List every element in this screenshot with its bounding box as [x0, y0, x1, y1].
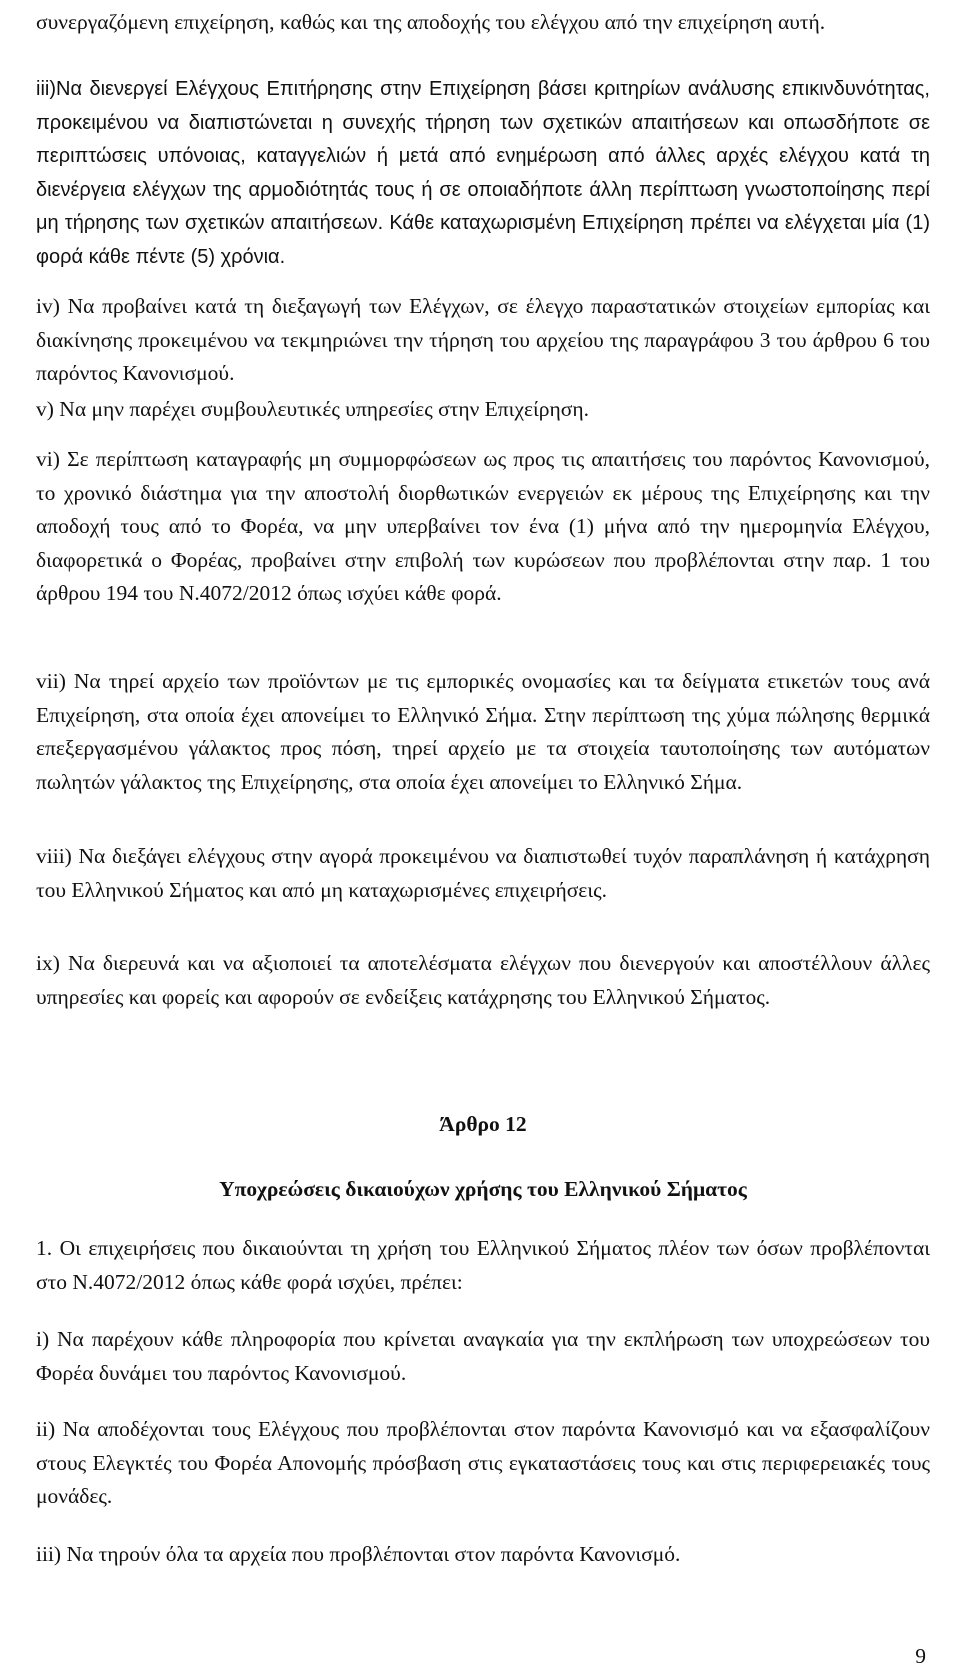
article-paragraph-i: i) Να παρέχουν κάθε πληροφορία που κρίνεται αναγκαία για την εκπλήρωση των υποχρεώσεων του Φορέα δυνάμει του παρόντος Κανονισμού. — [36, 1327, 930, 1385]
list-item-body: Να διενεργεί Ελέγχους Επιτήρησης στην Επιχείρηση βάσει κριτηρίων ανάλυσης επικινδυνότητας, προκειμένου να διαπιστώνεται η συνεχής τήρηση των σχετικών απαιτήσεων και οπωσδήποτε σε περιπτώσεις υπόνοιας, καταγγελιών ή μετά από ενημέρωση από άλλες αρχές ελέγχου κατά τη διενέργεια ελέγχων της αρμοδιότητάς τους ή σε οποιαδήποτε άλλη περίπτωση γνωστοποίησης περί μη τήρησης των σχετικών απαιτήσεων. Κάθε καταχωρισμένη Επιχείρηση πρέπει να ελέγχεται μία (1) φορά κάθε πέντε (5) χρόνια. — [36, 78, 930, 268]
list-item-text — [36, 665, 930, 799]
list-item-body: Να διερευνά και να αξιοποιεί τα αποτελέσματα ελέγχων που διενεργούν και αποστέλλουν άλλες υπηρεσίες και φορείς και αφορούν σε ενδείξεις κατάχρησης του Ελληνικού Σήματος. — [36, 951, 931, 1009]
article-title: Άρθρο 12 — [439, 1112, 527, 1136]
list-item-body: Σε περίπτωση καταγραφής μη συμμορφώσεων ως προς τις απαιτήσεις του παρόντος Κανονισμού, το χρονικό διάστημα για την αποστολή διορθωτικών ενεργειών εκ μέρους της Επιχείρησης και την αποδοχή τους από το Φορέα, να μην υπερβαίνει τον ένα (1) μήνα από την ημερομηνία Ελέγχου, διαφορετικά ο Φορέας, προβαίνει στην επιβολή των κυρώσεων που προβλέπονται στην παρ. 1 του άρθρου 194 του Ν.4072/2012 όπως ισχύει κάθε φορά. — [36, 447, 931, 605]
list-item-body: Να μην παρέχει συμβουλευτικές υπηρεσίες στην Επιχείρηση. — [59, 397, 589, 421]
article-paragraph-ii: ii) Να αποδέχονται τους Ελέγχους που προβλέπονται στον παρόντα Κανονισμό και να εξασφαλίζουν στους Ελεγκτές του Φορέα Απονομής πρόσβαση στις εγκαταστάσεις τους και στις περιφερειακές τους μονάδες. — [36, 1417, 930, 1508]
list-item-v — [36, 393, 930, 427]
list-item-number: vi) — [36, 447, 60, 471]
list-item-text — [36, 840, 930, 907]
continuation-paragraph: συνεργαζόμενη επιχείρηση, καθώς και της αποδοχής του ελέγχου από την επιχείρηση αυτή. — [36, 10, 826, 34]
list-item-number: vii) — [36, 669, 66, 693]
article-paragraph-1: 1. Οι επιχειρήσεις που δικαιούνται τη χρήση του Ελληνικού Σήματος πλέον των όσων προβλέπονται στο Ν.4072/2012 όπως κάθε φορά ισχύει, πρέπει: — [36, 1236, 930, 1294]
list-item-ix — [36, 947, 930, 1014]
list-item-vii — [36, 665, 930, 799]
list-item-body: Να τηρεί αρχείο των προϊόντων με τις εμπορικές ονομασίες και τα δείγματα ετικετών τους ανά Επιχείρηση, στα οποία έχει απονείμει το Ελληνικό Σήμα. Στην περίπτωση της χύμα πώλησης θερμικά επεξεργασμένου γάλακτος προς πόση, τηρεί αρχείο με τα στοιχεία ταυτοποίησης των αυτόματων πωλητών γάλακτος της Επιχείρησης, στα οποία έχει απονείμει το Ελληνικό Σήμα. — [36, 669, 931, 794]
list-item-body: Να προβαίνει κατά τη διεξαγωγή των Ελέγχων, σε έλεγχο παραστατικών στοιχείων εμπορίας και διακίνησης προκειμένου να τεκμηριώνει την τήρηση του αρχείου της παραγράφου 3 του άρθρου 6 του παρόντος Κανονισμού. — [36, 294, 930, 385]
page-number: 9 — [915, 1644, 926, 1668]
article-subtitle: Υποχρεώσεις δικαιούχων χρήσης του Ελληνικού Σήματος — [219, 1177, 747, 1201]
list-item-iii — [36, 73, 930, 274]
list-item-body: Να διεξάγει ελέγχους στην αγορά προκειμένου να διαπιστωθεί τυχόν παραπλάνηση ή κατάχρηση του Ελληνικού Σήματος και από μη καταχωρισμένες επιχειρήσεις. — [36, 844, 931, 902]
article-paragraph-iii: iii) Να τηρούν όλα τα αρχεία που προβλέπονται στον παρόντα Κανονισμό. — [36, 1542, 681, 1566]
list-item-number: iii) — [36, 78, 56, 100]
list-item-iv — [36, 290, 930, 391]
list-item-text — [36, 73, 930, 274]
list-item-text — [36, 443, 930, 611]
list-item-number: iv) — [36, 294, 60, 318]
list-item-text — [36, 393, 930, 427]
list-item-text — [36, 290, 930, 391]
list-item-number: ix) — [36, 951, 60, 975]
list-item-text — [36, 947, 930, 1014]
list-item-viii — [36, 840, 930, 907]
list-item-number: v) — [36, 397, 54, 421]
list-item-number: viii) — [36, 844, 72, 868]
list-item-vi — [36, 443, 930, 611]
